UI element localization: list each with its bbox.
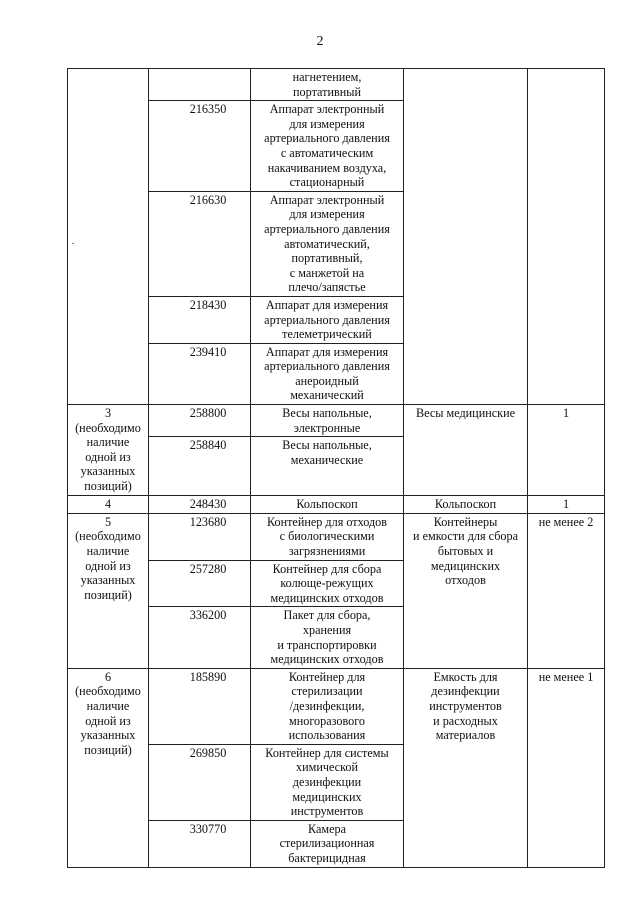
code-cell: 336200	[149, 607, 251, 668]
code-cell: 257280	[149, 560, 251, 607]
code-cell: 330770	[149, 820, 251, 867]
equipment-table	[67, 68, 605, 868]
name-cell: Аппарат для измерения артериального давления телеметрический	[251, 296, 404, 343]
name-cell: Аппарат электронный для измерения артериального давления с автоматическим накачиванием воздуха, стационарный	[251, 101, 404, 192]
name-cell: Пакет для сбора, хранения и транспортировки медицинских отходов	[251, 607, 404, 668]
code-cell: 258840	[149, 437, 251, 496]
required-cell: Весы медицинские	[404, 405, 528, 496]
page-number: 2	[316, 34, 324, 49]
group-cell: 5 (необходимо наличие одной из указанных позиций)	[68, 513, 149, 668]
code-cell: 269850	[149, 744, 251, 820]
name-cell: Контейнер для стерилизации /дезинфекции, многоразового использования	[251, 668, 404, 744]
code-cell: 218430	[149, 296, 251, 343]
required-cell: Емкость для дезинфекции инструментов и расходных материалов	[404, 668, 528, 867]
table-row	[68, 513, 605, 560]
required-cell: Контейнеры и емкости для сбора бытовых и медицинских отходов	[404, 513, 528, 668]
qty-cell: 1	[528, 496, 605, 514]
name-cell: нагнетением, портативный	[251, 69, 404, 101]
code-cell: 239410	[149, 343, 251, 404]
required-cell: Кольпоскоп	[404, 496, 528, 514]
name-cell: Весы напольные, механические	[251, 437, 404, 496]
code-cell: 248430	[149, 496, 251, 514]
qty-cell: не менее 2	[528, 513, 605, 668]
group-cell: 6 (необходимо наличие одной из указанных позиций)	[68, 668, 149, 867]
qty-cell	[528, 69, 605, 405]
code-cell: 258800	[149, 405, 251, 437]
table-row	[68, 405, 605, 437]
code-cell: 123680	[149, 513, 251, 560]
stray-dot: .	[71, 236, 75, 248]
table-row	[68, 668, 605, 744]
name-cell: Аппарат электронный для измерения артериального давления автоматический, портативный, с манжетой на плечо/запястье	[251, 191, 404, 296]
table-row	[68, 496, 605, 514]
name-cell: Аппарат для измерения артериального давления анероидный механический	[251, 343, 404, 404]
name-cell: Камера стерилизационная бактерицидная	[251, 820, 404, 867]
code-cell: 216630	[149, 191, 251, 296]
name-cell: Контейнер для сбора колюще-режущих медицинских отходов	[251, 560, 404, 607]
qty-cell: не менее 1	[528, 668, 605, 867]
table-row	[68, 69, 605, 101]
group-cell	[68, 69, 149, 405]
name-cell: Контейнер для системы химической дезинфекции медицинских инструментов	[251, 744, 404, 820]
code-cell: 185890	[149, 668, 251, 744]
name-cell: Кольпоскоп	[251, 496, 404, 514]
name-cell: Весы напольные, электронные	[251, 405, 404, 437]
required-cell	[404, 69, 528, 405]
code-cell: 216350	[149, 101, 251, 192]
qty-cell: 1	[528, 405, 605, 496]
code-cell	[149, 69, 251, 101]
name-cell: Контейнер для отходов с биологическими загрязнениями	[251, 513, 404, 560]
group-cell: 3 (необходимо наличие одной из указанных позиций)	[68, 405, 149, 496]
group-cell: 4	[68, 496, 149, 514]
